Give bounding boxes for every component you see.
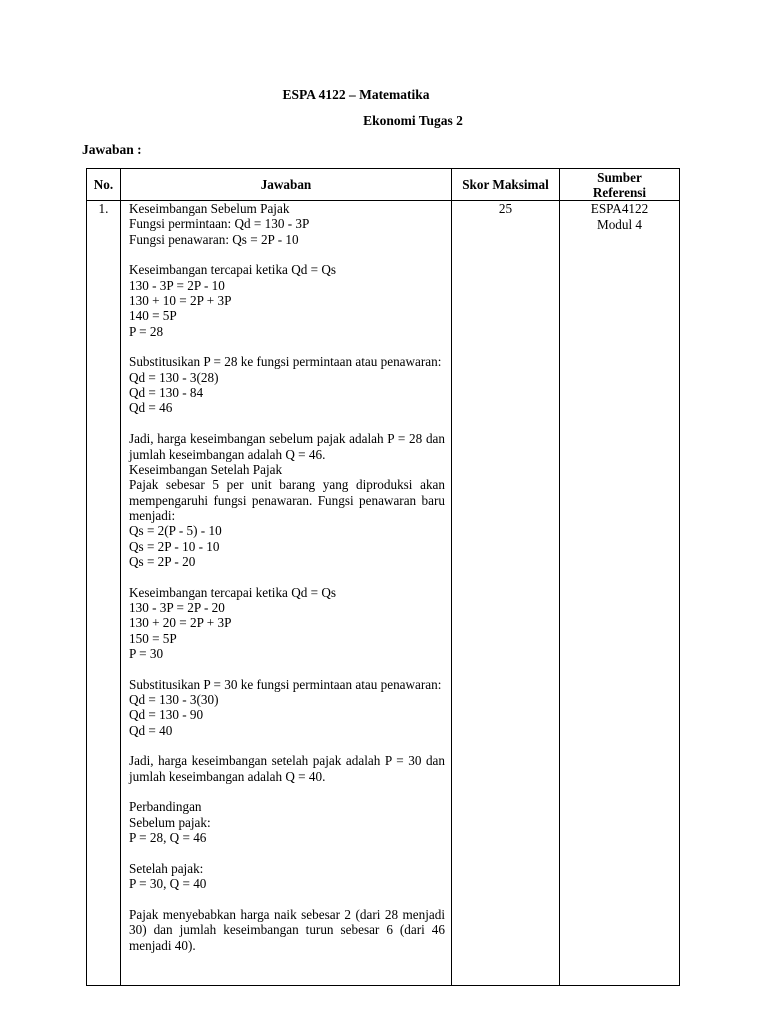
answer-label: Jawaban : <box>82 142 142 157</box>
answer-table <box>86 168 680 986</box>
reference-module: Modul 4 <box>596 217 643 232</box>
answer-cell <box>121 201 452 986</box>
header-skor: Skor Maksimal <box>452 169 560 201</box>
answer-paragraph: Pajak menyebabkan harga naik sebesar 2 (dari 28 menjadi 30) dan jumlah keseimbangan turun sebesar 6 (dari 46 menjadi 40). <box>129 906 445 953</box>
answer-line: 130 - 3P = 2P - 20 <box>129 599 225 615</box>
answer-line: Keseimbangan tercapai ketika Qd = Qs <box>129 584 337 600</box>
answer-line: Qd = 40 <box>129 722 173 738</box>
answer-line: 140 = 5P <box>129 308 177 324</box>
answer-line: 150 = 5P <box>129 630 177 646</box>
row-number: 1. <box>87 201 121 986</box>
header-jawaban: Jawaban <box>121 169 452 201</box>
answer-line: Setelah pajak: <box>129 860 204 876</box>
answer-line: Qd = 130 - 3(28) <box>129 369 219 385</box>
reference-source: ESPA4122 <box>590 201 649 216</box>
table-row <box>87 201 680 986</box>
answer-line: 130 - 3P = 2P - 10 <box>129 277 225 293</box>
header-sumber: Sumber Referensi <box>560 169 680 201</box>
reference-cell <box>560 201 680 986</box>
table-header-row <box>87 169 680 201</box>
answer-paragraph: Substitusikan P = 30 ke fungsi permintaan atau penawaran: <box>129 676 442 692</box>
answer-line: P = 28 <box>129 323 164 339</box>
answer-line: Fungsi penawaran: Qs = 2P - 10 <box>129 231 299 247</box>
answer-line: Keseimbangan Sebelum Pajak <box>129 201 290 216</box>
document-title: ESPA 4122 – Matematika <box>282 87 430 102</box>
answer-line: P = 28, Q = 46 <box>129 830 207 846</box>
header-no: No. <box>87 169 121 201</box>
answer-line: Qd = 130 - 84 <box>129 385 204 401</box>
answer-paragraph: Jadi, harga keseimbangan sebelum pajak adalah P = 28 dan jumlah keseimbangan adalah Q = 46. <box>129 431 445 462</box>
answer-line: Keseimbangan tercapai ketika Qd = Qs <box>129 262 337 278</box>
answer-paragraph: Substitusikan P = 28 ke fungsi permintaan atau penawaran: <box>129 354 442 370</box>
answer-line: P = 30 <box>129 645 164 661</box>
document-subtitle: Ekonomi Tugas 2 <box>363 113 463 128</box>
answer-line: 130 + 20 = 2P + 3P <box>129 615 232 631</box>
answer-line: Qd = 46 <box>129 400 173 416</box>
answer-line: P = 30, Q = 40 <box>129 876 207 892</box>
answer-line: Keseimbangan Setelah Pajak <box>129 461 283 477</box>
answer-line: Qs = 2(P - 5) - 10 <box>129 523 222 539</box>
max-score: 25 <box>452 201 560 986</box>
answer-line: Qd = 130 - 90 <box>129 707 204 723</box>
answer-line: 130 + 10 = 2P + 3P <box>129 293 232 309</box>
answer-paragraph: Jadi, harga keseimbangan setelah pajak adalah P = 30 dan jumlah keseimbangan adalah Q = 40. <box>129 753 445 784</box>
answer-line: Qs = 2P - 20 <box>129 553 196 569</box>
answer-line: Sebelum pajak: <box>129 814 211 830</box>
answer-line: Qs = 2P - 10 - 10 <box>129 538 220 554</box>
answer-line: Perbandingan <box>129 799 202 815</box>
answer-line: Fungsi permintaan: Qd = 130 - 3P <box>129 216 310 232</box>
answer-line: Qd = 130 - 3(30) <box>129 692 219 707</box>
answer-paragraph: Pajak sebesar 5 per unit barang yang diproduksi akan mempengaruhi fungsi penawaran. Fungsi penawaran baru menjadi: <box>129 477 445 523</box>
